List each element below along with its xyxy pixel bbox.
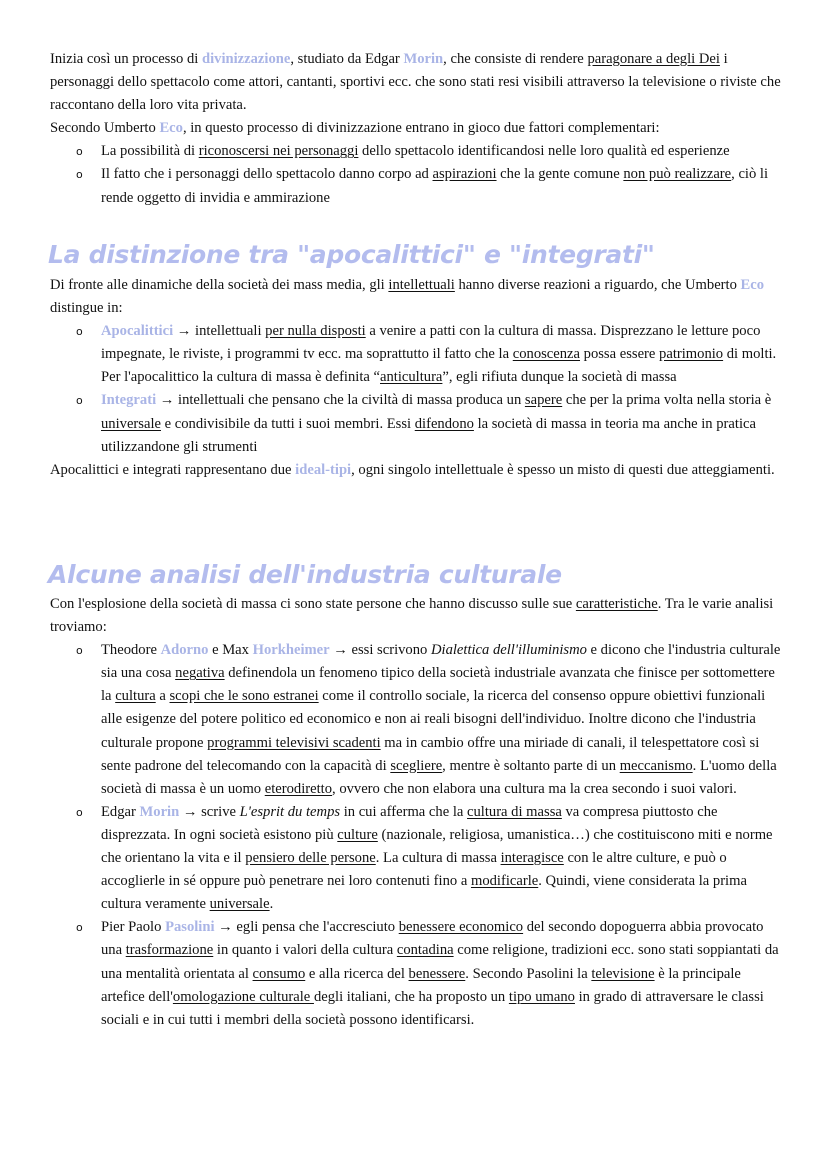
section2-block — [50, 593, 782, 1032]
section1-block — [50, 274, 782, 482]
list-item — [50, 163, 782, 209]
text: e condivisibile da tutti i suoi membri. Essi — [160, 415, 415, 432]
text: Di fronte alle dinamiche della società dei mass media, gli — [50, 277, 389, 293]
text: degli italiani, che ha proposto un — [313, 988, 509, 1005]
highlight-morin: Morin — [403, 51, 444, 67]
text: . L'uomo della società di massa è un uomo — [101, 757, 777, 797]
highlight-eco: Eco — [740, 277, 765, 293]
text: a venire a patti con la cultura di massa. Disprezzano le letture poco impegnate, le riviste, i programmi tv ecc. ma soprattutto il fatto che la — [101, 323, 761, 363]
highlight-ideal-tipi: ideal-tipi — [295, 461, 352, 478]
underline: contadina — [396, 942, 454, 959]
text: , ovvero che non elabora una cultura ma la crea secondo i suoi valori. — [332, 780, 737, 797]
underline: tipo umano — [508, 988, 575, 1005]
underline: universale — [101, 415, 161, 432]
text: , ogni singolo intellettuale è spesso un misto di questi due atteggiamenti. — [351, 461, 775, 478]
underline: difendono — [414, 415, 474, 432]
text: → egli pensa che l'accresciuto — [214, 919, 399, 936]
text: definendola un fenomeno tipico della società industriale avanzata che finisce per sottomettere la — [101, 665, 775, 705]
text: come il controllo sociale, la ricerca del consenso oppure obiettivi funzionali alle esigenze del potere politico ed economico e non ai reali bisogni dell'individuo. Inoltre dicono che l'industria culturale propone — [101, 688, 766, 751]
text: e Max — [208, 642, 253, 659]
underline: universale — [209, 896, 270, 913]
text: a — [155, 688, 170, 705]
text: di molti. Per l'apocalittico la cultura di massa è definita “ — [101, 346, 777, 386]
underline: riconoscersi nei personaggi — [198, 143, 359, 160]
highlight-adorno: Adorno — [160, 642, 209, 659]
text: in cui afferma che la — [340, 803, 468, 820]
text: → intellettuali — [173, 323, 266, 340]
text: , mentre è soltanto parte di un — [442, 757, 620, 774]
book-title: L'esprit du temps — [239, 803, 341, 820]
underline: meccanismo — [619, 757, 693, 774]
text: dello spettacolo identificandosi nelle loro qualità ed esperienze — [358, 143, 730, 160]
section-heading-industria-culturale: Alcune analisi dell'industria culturale — [48, 560, 562, 589]
highlight-morin: Morin — [139, 803, 180, 820]
underline: programmi televisivi scadenti — [207, 734, 381, 751]
text: ”, egli rifiuta dunque la società di massa — [442, 369, 677, 386]
underline: eterodiretto — [264, 780, 333, 797]
underline: caratteristiche — [575, 596, 658, 612]
text: che la gente comune — [496, 166, 624, 183]
highlight-pasolini: Pasolini — [165, 919, 215, 936]
underline: aspirazioni — [432, 166, 497, 183]
text: La possibilità di — [101, 143, 199, 160]
underline-paragonare: paragonare a degli Dei — [587, 51, 720, 67]
intro-block — [50, 48, 782, 210]
list-item — [50, 140, 782, 163]
underline: non può realizzare — [623, 166, 732, 183]
underline: sapere — [524, 392, 563, 409]
text: Pier Paolo — [101, 919, 166, 936]
text: Inizia così un processo di — [50, 51, 202, 67]
text: con le altre culture, e può o accoglierle in sé oppure può penetrare nei loro contenuti fino a — [101, 850, 727, 890]
intro-paragraph — [50, 48, 782, 117]
underline: modificarle — [470, 873, 539, 890]
text: Secondo Umberto — [50, 120, 160, 137]
text: la società di massa in teoria ma anche in pratica utilizzandone gli strumenti — [101, 415, 756, 455]
underline: scegliere — [390, 757, 443, 774]
text: , studiato da Edgar — [290, 51, 404, 67]
underline: trasformazione — [125, 942, 214, 959]
highlight-horkheimer: Horkheimer — [252, 642, 330, 659]
text: Theodore — [101, 642, 161, 659]
text: → essi scrivono — [329, 642, 431, 659]
underline: per nulla disposti — [265, 323, 366, 340]
list-item-pasolini — [50, 916, 782, 1031]
underline: omologazione culturale — [172, 988, 314, 1005]
underline: interagisce — [500, 850, 564, 867]
text: e dicono che l'industria culturale sia una cosa — [101, 642, 781, 682]
text: è la principale artefice dell' — [101, 965, 741, 1005]
intro-bullet-list — [50, 140, 782, 209]
text: Apocalittici e integrati rappresentano due — [50, 461, 296, 478]
text: . Quindi, viene considerata la prima cultura veramente — [101, 873, 747, 913]
underline: negativa — [175, 665, 225, 682]
text: e alla ricerca del — [305, 965, 409, 982]
underline: scopi che le sono estranei — [169, 688, 319, 705]
underline: culture — [337, 826, 378, 843]
list-item-integrati — [50, 389, 782, 458]
underline: pensiero delle persone — [245, 850, 376, 867]
section1-closing — [50, 459, 782, 482]
underline: televisione — [591, 965, 655, 982]
section-heading-apocalittici: La distinzione tra "apocalittici" e "integrati" — [48, 240, 655, 269]
text: Il fatto che i personaggi dello spettacolo danno corpo ad — [101, 166, 433, 183]
underline: cultura — [115, 688, 156, 705]
intro-eco-paragraph — [50, 117, 782, 140]
text: → scrive — [179, 803, 240, 820]
text: i personaggi dello spettacolo come attori, cantanti, sportivi ecc. che sono stati resi visibili attraverso la televisione o riviste che raccontano della loro vita privata. — [50, 51, 781, 114]
text: hanno diverse reazioni a riguardo, che Umberto — [454, 277, 741, 293]
text: (nazionale, religiosa, umanistica…) che costituiscono miti e norme che orientano la vita e il — [101, 826, 773, 867]
highlight-apocalittici: Apocalittici — [101, 323, 174, 340]
section2-intro — [50, 593, 782, 639]
text: ma in cambio offre una miriade di canali, il telespettatore così si sente padrone del telecomando con la capacità di — [101, 734, 760, 774]
list-item-adorno — [50, 639, 782, 801]
underline: anticultura — [380, 369, 443, 386]
text: del secondo dopoguerra abbia provocato una — [101, 919, 764, 959]
underline: intellettuali — [388, 277, 455, 293]
text: . La cultura di massa — [375, 850, 501, 867]
text: . — [269, 896, 274, 913]
underline: conoscenza — [512, 346, 581, 363]
highlight-eco: Eco — [159, 120, 183, 137]
underline: consumo — [252, 965, 306, 982]
underline: cultura di massa — [467, 803, 562, 820]
text: , ciò li rende oggetto di invidia e ammirazione — [101, 166, 769, 206]
text: → intellettuali che pensano che la civiltà di massa produca un — [156, 392, 525, 409]
underline: benessere economico — [398, 919, 524, 936]
text: Edgar — [101, 803, 140, 820]
text: che per la prima volta nella storia è — [562, 392, 772, 409]
text: , in questo processo di divinizzazione entrano in gioco due fattori complementari: — [182, 120, 660, 137]
list-item-apocalittici — [50, 320, 782, 389]
section1-intro — [50, 274, 782, 320]
text: distingue in: — [50, 300, 123, 317]
text: va compresa piuttosto che disprezzata. In ogni società esistono più — [101, 803, 718, 843]
section1-bullet-list — [50, 320, 782, 459]
underline: benessere — [408, 965, 466, 982]
book-title: Dialettica dell'illuminismo — [430, 642, 587, 659]
text: come religione, tradizioni ecc. sono stati soppiantati da una mentalità orientata al — [101, 942, 779, 982]
list-item-morin — [50, 801, 782, 916]
text: Con l'esplosione della società di massa ci sono state persone che hanno discusso sulle sue — [50, 596, 576, 612]
text: in quanto i valori della cultura — [213, 942, 397, 959]
highlight-divinizzazione: divinizzazione — [201, 51, 291, 67]
text: . Tra le varie analisi troviamo: — [50, 596, 774, 636]
text: possa essere — [580, 346, 660, 363]
highlight-integrati: Integrati — [101, 392, 157, 409]
text: , che consiste di rendere — [443, 51, 588, 67]
text: in grado di attraversare le classi sociali e in cui tutti i membri della società possono identificarsi. — [101, 988, 764, 1028]
section2-bullet-list — [50, 639, 782, 1032]
underline: patrimonio — [659, 346, 724, 363]
text: . Secondo Pasolini la — [465, 965, 592, 982]
